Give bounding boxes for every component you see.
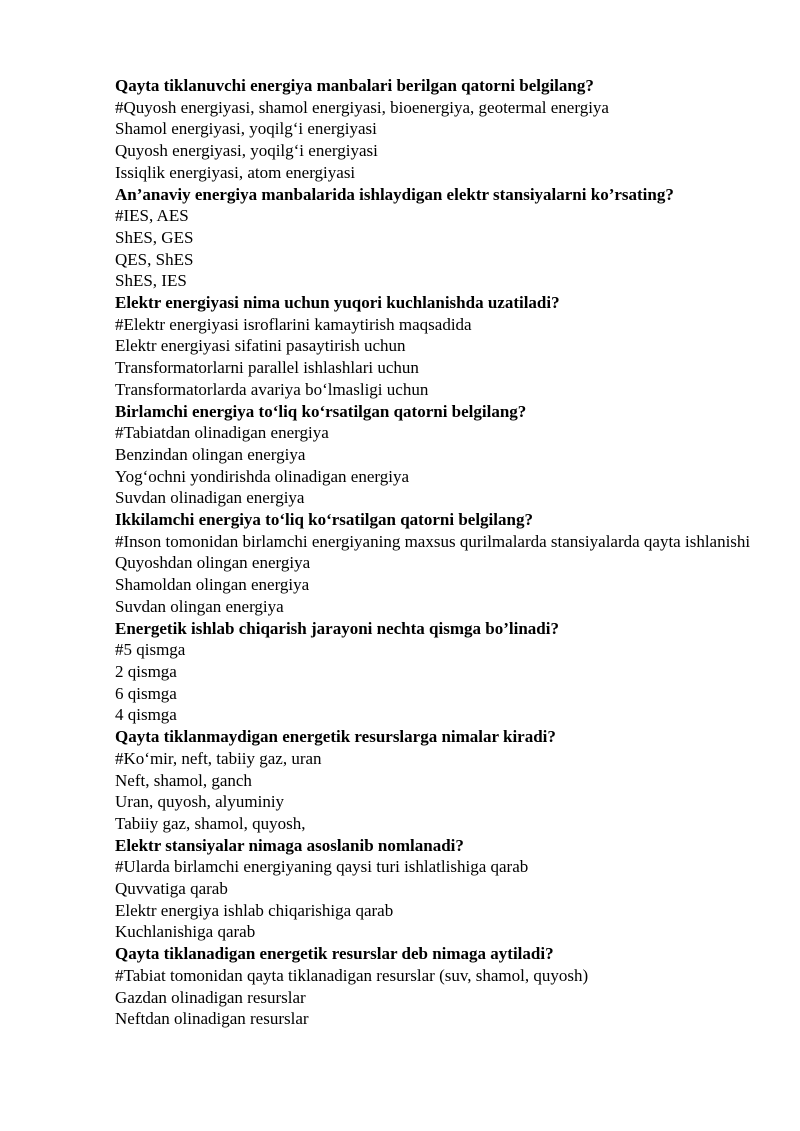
answer-option: Uran, quyosh, alyuminiy xyxy=(115,792,285,812)
answer-option: Neftdan olinadigan resurslar xyxy=(115,1009,309,1029)
question-text: Qayta tiklanmaydigan energetik resurslarga nimalar kiradi? xyxy=(115,727,556,747)
answer-option: Shamoldan olingan energiya xyxy=(115,575,310,595)
question-block xyxy=(115,618,755,727)
question-block xyxy=(115,943,755,1030)
answer-option: Suvdan olingan energiya xyxy=(115,596,284,616)
answer-option: Transformatorlarda avariya bo‘lmasligi uchun xyxy=(115,379,429,399)
question-block xyxy=(115,509,755,618)
question-text: Qayta tiklanuvchi energiya manbalari berilgan qatorni belgilang? xyxy=(115,76,594,95)
answer-option: #Ularda birlamchi energiyaning qaysi turi ishlatlishiga qarab xyxy=(115,857,529,877)
question-block xyxy=(115,726,755,835)
answer-option: Kuchlanishiga qarab xyxy=(115,922,256,942)
answer-option: #Inson tomonidan birlamchi energiyaning maxsus qurilmalarda stansiyalarda qayta ishlanishi xyxy=(115,531,751,551)
question-block xyxy=(115,75,755,184)
answer-option: Issiqlik energiyasi, atom energiyasi xyxy=(115,162,356,182)
answer-option: #Elektr energiyasi isroflarini kamaytirish maqsadida xyxy=(115,314,472,334)
answer-option: 6 qismga xyxy=(115,683,177,703)
question-text: Ikkilamchi energiya to‘liq ko‘rsatilgan qatorni belgilang? xyxy=(115,510,533,530)
answer-option: 2 qismga xyxy=(115,661,177,681)
answer-option: #5 qismga xyxy=(115,640,186,660)
answer-option: Quyosh energiyasi, yoqilg‘i energiyasi xyxy=(115,141,378,161)
answer-option: Shamol energiyasi, yoqilg‘i energiyasi xyxy=(115,119,377,139)
answer-option: Elektr energiya ishlab chiqarishiga qarab xyxy=(115,900,394,920)
answer-option: #Ko‘mir, neft, tabiiy gaz, uran xyxy=(115,748,322,768)
answer-option: 4 qismga xyxy=(115,705,177,725)
answer-option: #IES, AES xyxy=(115,206,189,226)
question-block xyxy=(115,401,755,510)
answer-option: ShES, GES xyxy=(115,227,194,247)
answer-option: Quyoshdan olingan energiya xyxy=(115,553,311,573)
question-text: Energetik ishlab chiqarish jarayoni nechta qismga bo’linadi? xyxy=(115,618,559,638)
question-text: Elektr stansiyalar nimaga asoslanib nomlanadi? xyxy=(115,835,464,855)
answer-option: Gazdan olinadigan resurslar xyxy=(115,987,306,1007)
answer-option: Neft, shamol, ganch xyxy=(115,770,252,790)
answer-option: QES, ShES xyxy=(115,249,194,269)
answer-option: #Tabiatdan olinadigan energiya xyxy=(115,423,329,443)
answer-option: Suvdan olinadigan energiya xyxy=(115,488,305,508)
answer-option: ShES, IES xyxy=(115,271,187,291)
answer-option: #Quyosh energiyasi, shamol energiyasi, bioenergiya, geotermal energiya xyxy=(115,97,609,117)
answer-option: Tabiiy gaz, shamol, quyosh, xyxy=(115,813,306,833)
question-text: Elektr energiyasi nima uchun yuqori kuchlanishda uzatiladi? xyxy=(115,293,560,313)
answer-option: Transformatorlarni parallel ishlashlari uchun xyxy=(115,358,419,378)
answer-option: Yog‘ochni yondirishda olinadigan energiya xyxy=(115,466,409,486)
question-text: Birlamchi energiya to‘liq ko‘rsatilgan qatorni belgilang? xyxy=(115,401,527,421)
answer-option: Quvvatiga qarab xyxy=(115,879,228,899)
question-text: An’anaviy energiya manbalarida ishlaydigan elektr stansiyalarni ko’rsating? xyxy=(115,184,674,204)
document-page xyxy=(115,75,755,1030)
question-block xyxy=(115,292,755,401)
question-block xyxy=(115,835,755,944)
question-text: Qayta tiklanadigan energetik resurslar deb nimaga aytiladi? xyxy=(115,944,554,964)
answer-option: Elektr energiyasi sifatini pasaytirish uchun xyxy=(115,336,406,356)
answer-option: #Tabiat tomonidan qayta tiklanadigan resurslar (suv, shamol, quyosh) xyxy=(115,965,589,985)
answer-option: Benzindan olingan energiya xyxy=(115,444,306,464)
question-block xyxy=(115,184,755,293)
